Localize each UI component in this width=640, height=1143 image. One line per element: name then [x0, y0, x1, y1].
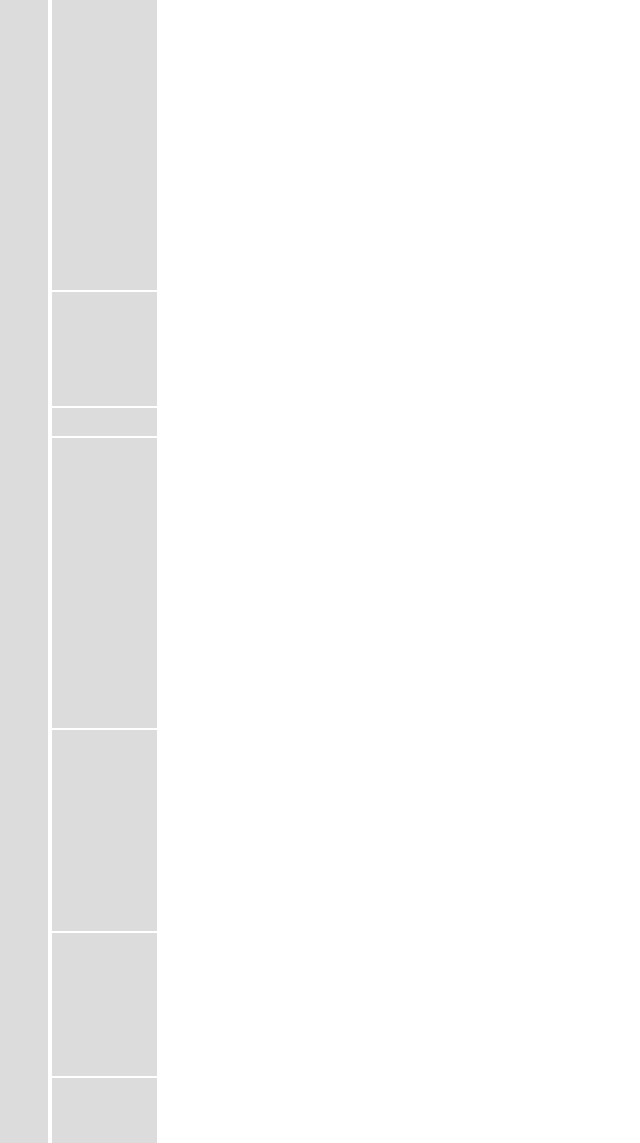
category-misc [52, 1078, 157, 1143]
category-sound [52, 292, 157, 408]
category-network [52, 730, 157, 933]
category-connect [52, 933, 157, 1078]
category-picture [52, 0, 157, 292]
category-other-features [52, 438, 157, 730]
category-tv [52, 408, 157, 438]
side-column [0, 0, 48, 1143]
